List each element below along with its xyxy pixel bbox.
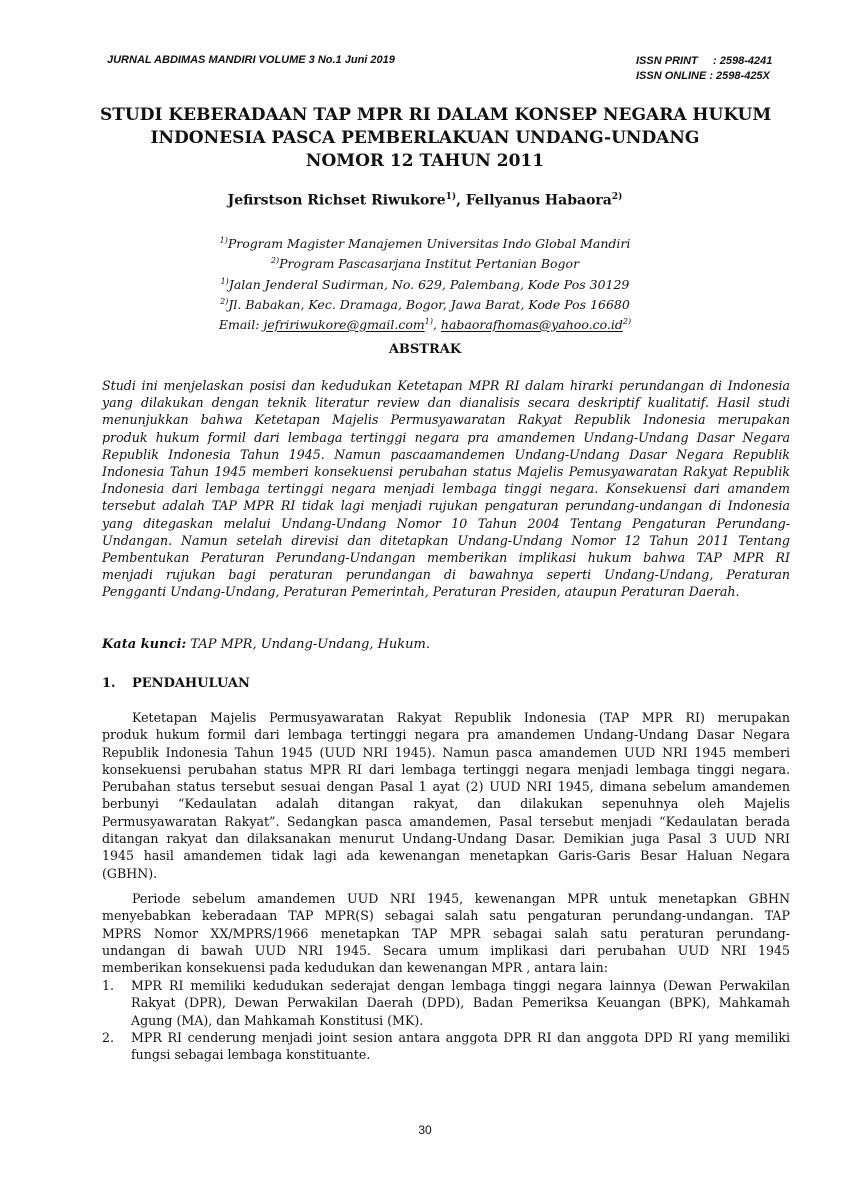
paragraph-line: produk hukum formil dari lembaga tertinggi negara pra amandemen Undang-Undang Dasar Negara xyxy=(102,727,790,743)
paragraph-line: 1945 hasil amandemen tidak lagi ada kewenangan menetapkan Garis-Garis Besar Haluan Negara xyxy=(102,848,790,864)
abstract-heading: ABSTRAK xyxy=(388,342,462,357)
section-number: 1. xyxy=(102,676,116,691)
abstract-line: Indonesia dari lembaga tertinggi negara menjadi lembaga tinggi negara. Konsekuensi dari amandem xyxy=(102,481,790,497)
affiliation-mark: 1) xyxy=(219,236,228,245)
paragraph-line: ditangan rakyat dan dilaksanakan menurut Undang-Undang Dasar. Demikian juga Pasal 3 UUD NRI xyxy=(102,831,790,847)
affiliation-text: Program Magister Manajemen Universitas Indo Global Mandiri xyxy=(227,236,631,252)
paragraph-line: konsekuensi perubahan status MPR RI dari lembaga tertinggi negara menjadi lembaga tinggi negara. xyxy=(102,761,790,777)
paragraph-line: Periode sebelum amandemen UUD NRI 1945, kewenangan MPR untuk menetapkan GBHN xyxy=(132,891,790,906)
author-list xyxy=(100,192,750,209)
section-title: PENDAHULUAN xyxy=(132,676,250,691)
keywords-label: Kata kunci: xyxy=(102,637,187,652)
keywords xyxy=(102,637,430,652)
affiliation-line xyxy=(100,252,750,272)
author-name: Fellyanus Habaora xyxy=(465,192,612,209)
abstract-line: produk hukum formil dari lembaga tertinggi negara pra amandemen Undang-Undang Dasar Negara xyxy=(102,429,790,445)
abstract-line: menjadi rujukan bagi peraturan perundangan di bawahnya seperti Undang-Undang, Peraturan xyxy=(102,567,790,583)
abstract-line: tersebut adalah TAP MPR RI tidak lagi menjadi rujukan pengaturan perundang-undangan di Indonesia xyxy=(102,498,790,514)
title-line: INDONESIA PASCA PEMBERLAKUAN UNDANG-UNDANG xyxy=(150,128,700,148)
list-item xyxy=(102,977,790,1029)
abstract-line: yang dilakukan dengan teknik literatur review dan dianalisis secara deskriptif kualitatif. Hasil studi xyxy=(102,395,790,411)
list-item-line: Rakyat (DPR), Dewan Perwakilan Daerah (DPD), Badan Pemeriksa Keuangan (BPK), Mahkamah xyxy=(131,995,790,1011)
journal-header: JURNAL ABDIMAS MANDIRI VOLUME 3 No.1 Juni 2019 xyxy=(107,54,395,66)
affiliation-text: Jl. Babakan, Kec. Dramaga, Bogor, Jawa Barat, Kode Pos 16680 xyxy=(228,297,630,313)
email-link[interactable]: habaorafhomas@yahoo.co.id xyxy=(440,317,623,333)
list-item-line: MPR RI memiliki kedudukan sederajat dengan lembaga tinggi negara lainnya (Dewan Perwakilan xyxy=(131,978,790,993)
list-number: 2. xyxy=(102,1029,115,1045)
paragraph-line: Ketetapan Majelis Permusyawaratan Rakyat Republik Indonesia (TAP MPR RI) merupakan xyxy=(132,710,790,725)
paragraph-line: (GBHN). xyxy=(102,865,158,881)
abstract-line: Indonesia Tahun 1945 memberi konsekuensi perubahan status Majelis Pemusyawaratan Rakyat Republik xyxy=(102,464,790,480)
list-number: 1. xyxy=(102,978,115,993)
paragraph-line: undangan di bawah UUD NRI 1945. Secara umum implikasi dari perubahan UUD NRI 1945 xyxy=(102,942,790,958)
abstract-line: menunjukkan bahwa Ketetapan Majelis Permusyawaratan Rakyat Republik Indonesia merupakan xyxy=(102,412,790,428)
affiliation-mark: 2) xyxy=(220,297,229,307)
abstract-line: yang ditegaskan melalui Undang-Undang Nomor 10 Tahun 2004 Tentang Pengaturan Perundang- xyxy=(102,515,790,531)
paragraph-line: Perubahan status tersebut sesuai dengan Pasal 1 ayat (2) UUD NRI 1945, dimana sebelum amandemen xyxy=(102,779,790,795)
list-item-line: MPR RI cenderung menjadi joint sesion antara anggota DPR RI dan anggota DPD RI yang memiliki xyxy=(131,1029,790,1045)
paragraph-line: memberikan konsekuensi pada kedudukan dan kewenangan MPR , antara lain: xyxy=(102,960,608,976)
email-label: Email: xyxy=(218,317,264,333)
email-separator: , xyxy=(432,317,441,333)
title-line: NOMOR 12 TAHUN 2011 xyxy=(305,151,545,171)
email-mark: 2) xyxy=(622,317,632,327)
numbered-list xyxy=(102,977,790,1063)
list-item-line: Agung (MA), dan Mahkamah Konstitusi (MK). xyxy=(131,1012,424,1028)
abstract-body xyxy=(102,377,790,601)
title-line: STUDI KEBERADAAN TAP MPR RI DALAM KONSEP NEGARA HUKUM xyxy=(100,105,772,125)
paragraph-line: Republik Indonesia Tahun 1945 (UUD NRI 1945). Namun pasca amandemen UUD NRI 1945 memberi xyxy=(102,744,790,760)
affiliation-block xyxy=(100,232,750,334)
issn-online: ISSN ONLINE : 2598-425X xyxy=(636,70,770,82)
affiliation-text: Program Pascasarjana Institut Pertanian Bogor xyxy=(279,256,580,272)
paragraph-line: Permusyawaratan Rakyat”. Sedangkan pasca amandemen, Pasal tersebut menjadi “Kedaulatan berada xyxy=(102,813,790,829)
paragraph-line: berbunyi “Kedaulatan adalah ditangan rakyat, dan dilakukan sepenuhnya oleh Majelis xyxy=(102,796,790,812)
issn-print: ISSN PRINT : 2598-4241 xyxy=(636,55,773,67)
author-name: Jefirstson Richset Riwukore xyxy=(227,192,446,209)
author-affiliation-mark: 2) xyxy=(611,192,623,202)
affiliation-line xyxy=(100,293,750,313)
list-item xyxy=(102,1029,790,1064)
email-line xyxy=(100,313,750,333)
paragraph-line: menyebabkan keberadaan TAP MPR(S) sebagai salah satu pengaturan perundang-undangan. TAP xyxy=(102,908,790,924)
email-mark: 1) xyxy=(424,317,433,327)
keywords-text: TAP MPR, Undang-Undang, Hukum. xyxy=(186,637,430,652)
abstract-line: Pengganti Undang-Undang, Peraturan Pemerintah, Peraturan Presiden, ataupun Peraturan Daerah. xyxy=(102,584,740,600)
email-link[interactable]: jefririwukore@gmail.com xyxy=(263,317,425,333)
abstract-line: Pembentukan Peraturan Perundang-Undangan memberikan implikasi hukum bahwa TAP MPR RI xyxy=(102,550,790,566)
page-number: 30 xyxy=(418,1123,432,1137)
affiliation-mark: 2) xyxy=(270,256,280,266)
paragraph xyxy=(102,890,790,976)
abstract-line: Undangan. Namun setelah direvisi dan ditetapkan Undang-Undang Nomor 12 Tahun 2011 Tentang xyxy=(102,532,790,548)
author-affiliation-mark: 1) xyxy=(445,192,457,202)
affiliation-line xyxy=(100,273,750,293)
issn-block xyxy=(636,54,772,84)
paragraph xyxy=(102,709,790,882)
affiliation-text: Jalan Jenderal Sudirman, No. 629, Palembang, Kode Pos 30129 xyxy=(228,276,630,292)
affiliation-line xyxy=(100,232,750,252)
author-separator: , xyxy=(456,192,466,209)
list-item-line: fungsi sebagai lembaga konstituante. xyxy=(131,1047,371,1063)
abstract-line: Republik Indonesia Tahun 1945. Namun pascaamandemen Undang-Undang Dasar Negara Republik xyxy=(102,446,790,462)
section-heading xyxy=(102,676,250,691)
affiliation-mark: 1) xyxy=(220,276,229,286)
abstract-line: Studi ini menjelaskan posisi dan kedudukan Ketetapan MPR RI dalam hirarki perundangan di Indonesia xyxy=(102,378,790,393)
paper-title xyxy=(100,104,772,173)
paragraph-line: MPRS Nomor XX/MPRS/1966 menetapkan TAP MPR sebagai salah satu peraturan perundang- xyxy=(102,925,790,941)
